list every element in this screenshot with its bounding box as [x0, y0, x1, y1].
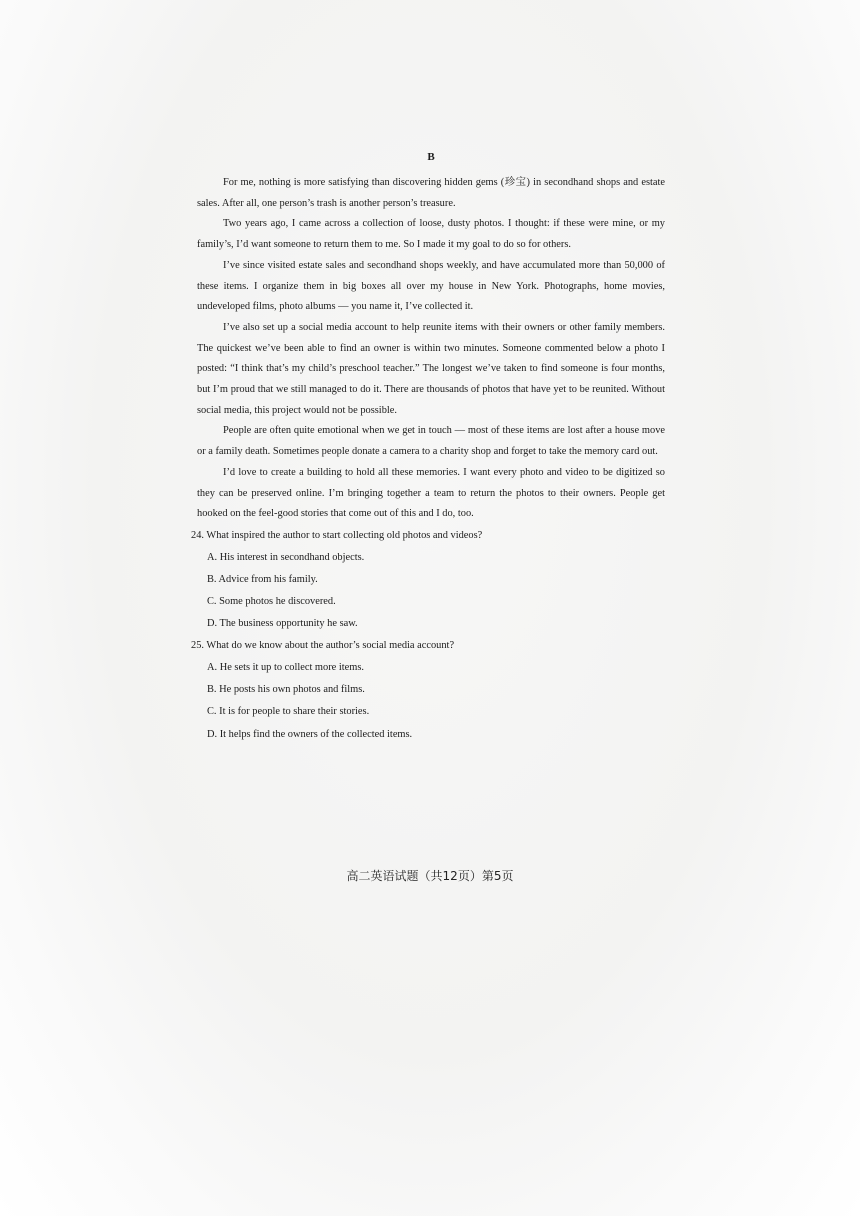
option-a: A. His interest in secondhand objects.: [207, 551, 365, 563]
page-footer: 高二英语试题（共12页）第5页: [346, 869, 514, 883]
paragraph-2: Two years ago, I came across a collection of loose, dusty photos. I thought: if these were mine, or my family’s, I’d want someone to return them to me. So I made it my goal to do so for others.: [197, 218, 665, 251]
section-heading: B: [427, 151, 435, 163]
question-24: [191, 525, 665, 635]
option-b: B. Advice from his family.: [207, 573, 318, 585]
reading-passage-b: [191, 150, 665, 746]
question-25: [191, 635, 665, 745]
paragraph-3: I’ve since visited estate sales and secondhand shops weekly, and have accumulated more than 50,000 of these items. I organize them in big boxes all over my house in New York. Photographs, home movies, undeveloped films, photo albums — you name it, I’ve collected it.: [197, 259, 665, 313]
option-c: C. It is for people to share their stories.: [207, 706, 370, 718]
question-stem: 25. What do we know about the author’s social media account?: [191, 640, 455, 652]
paragraph-1: For me, nothing is more satisfying than discovering hidden gems (珍宝) in secondhand shops and estate sales. After all, one person’s trash is another person’s treasure.: [197, 177, 665, 209]
option-b: B. He posts his own photos and films.: [207, 684, 365, 696]
option-c: C. Some photos he discovered.: [207, 595, 336, 607]
option-d: D. The business opportunity he saw.: [207, 618, 358, 630]
paragraph-6: I’d love to create a building to hold all these memories. I want every photo and video to be digitized so they can be preserved online. I’m bringing together a team to return the photos to their owners. People get hooked on the feel-good stories that come out of this and I do, too.: [197, 466, 665, 520]
paragraph-4: I’ve also set up a social media account to help reunite items with their owners or other family members. The quickest we’ve been able to find an owner is within two minutes. Someone commented below a photo I posted: “I think that’s my child’s preschool teacher.” The longest we’ve taken to find someone is four months, but I’m proud that we still managed to do it. There are thousands of photos that have yet to be reunited. Without social media, this project would not be possible.: [197, 321, 665, 416]
option-a: A. He sets it up to collect more items.: [207, 661, 364, 673]
paragraph-5: People are often quite emotional when we get in touch — most of these items are lost after a house move or a family death. Sometimes people donate a camera to a charity shop and forget to take the memory card out.: [197, 425, 665, 458]
option-d: D. It helps find the owners of the collected items.: [207, 728, 413, 740]
question-stem: 24. What inspired the author to start collecting old photos and videos?: [191, 529, 483, 541]
